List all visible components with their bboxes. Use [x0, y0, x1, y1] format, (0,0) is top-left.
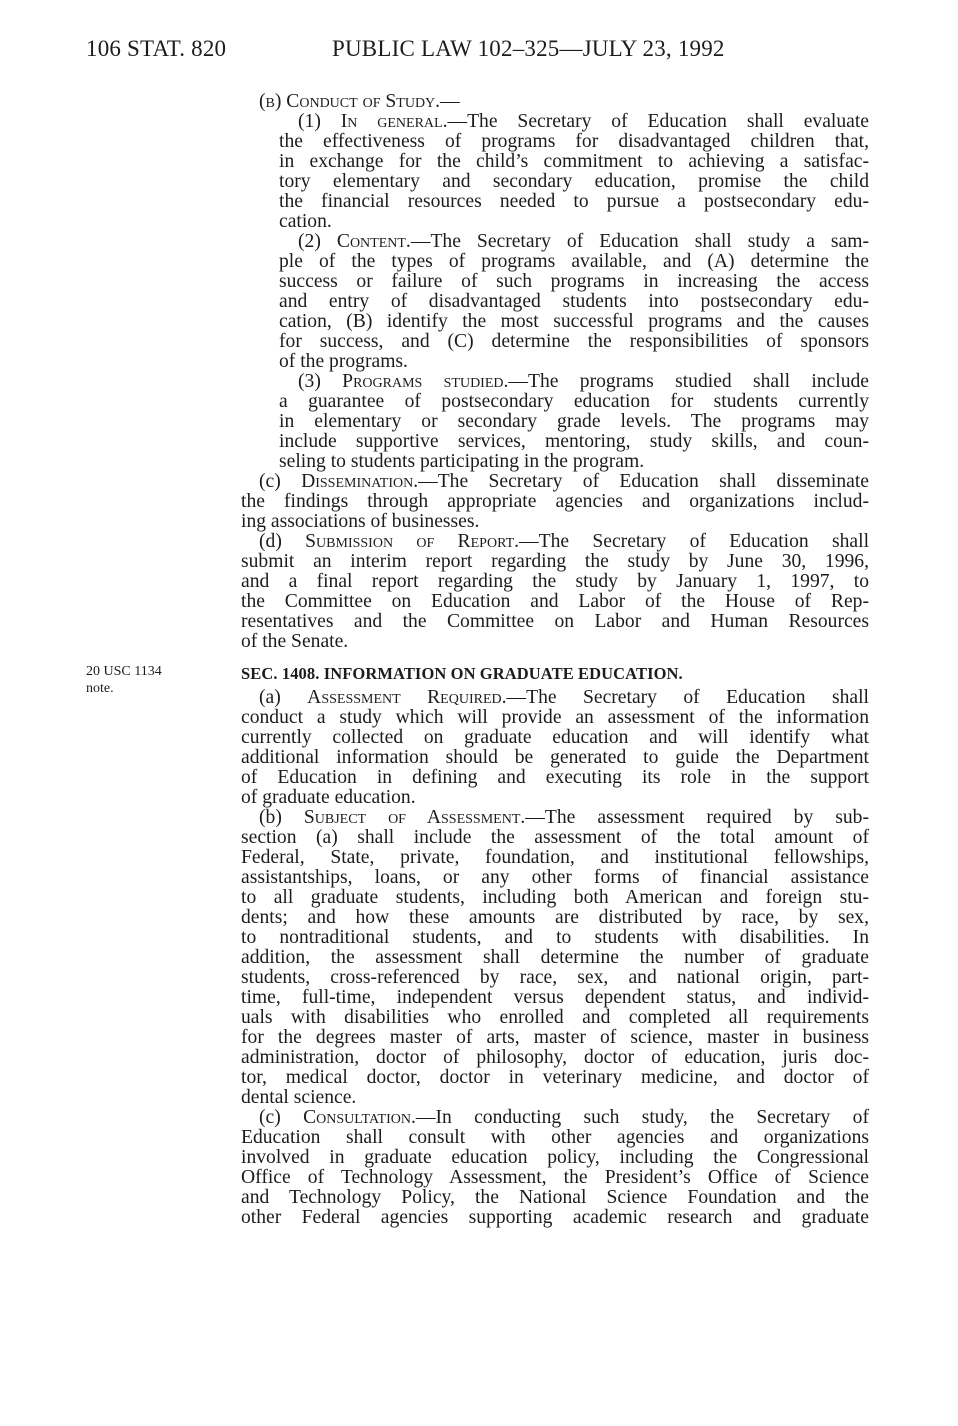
statute-body-text	[241, 0, 869, 1426]
margin-note-line: note.	[86, 681, 114, 696]
body-line: involved in graduate education policy, including the Congressional	[241, 1147, 869, 1168]
body-line: cation, (B) identify the most successful programs and the causes	[279, 311, 869, 332]
body-line: a guarantee of postsecondary education for students currently	[279, 391, 869, 412]
body-line: tor, medical doctor, doctor in veterinary medicine, and doctor of	[241, 1067, 869, 1088]
body-line: section (a) shall include the assessment of the total amount of	[241, 827, 869, 848]
body-line: addition, the assessment shall determine the number of graduate	[241, 947, 869, 968]
body-line: success or failure of such programs in increasing the access	[279, 271, 869, 292]
body-line: Federal, State, private, foundation, and institutional fellowships,	[241, 847, 869, 868]
running-title: PUBLIC LAW 102–325—JULY 23, 1992	[332, 36, 725, 61]
body-line: conduct a study which will provide an assessment of the information	[241, 707, 869, 728]
paragraph-3-heading-line: (3) Programs studied.—The programs studied shall include	[298, 371, 869, 392]
body-line: of the Senate.	[241, 631, 349, 652]
body-line: tory elementary and secondary education, promise the child	[279, 171, 869, 192]
body-line: dental science.	[241, 1087, 357, 1108]
body-line: in elementary or secondary grade levels. The programs may	[279, 411, 869, 432]
body-line: in exchange for the child’s commitment to achieving a satisfac-	[279, 151, 869, 172]
body-line: resentatives and the Committee on Labor and Human Resources	[241, 611, 869, 632]
section-1408-heading: SEC. 1408. INFORMATION ON GRADUATE EDUCATION.	[241, 664, 683, 683]
paragraph-2-heading-line: (2) Content.—The Secretary of Education shall study a sam-	[298, 231, 870, 252]
body-line: for success, and (C) determine the responsibilities of sponsors	[279, 331, 869, 352]
body-line: assistantships, loans, or any other forms of financial assistance	[241, 867, 869, 888]
body-line: students, cross-referenced by race, sex, and national origin, part-	[241, 967, 869, 988]
stat-page-reference: 106 STAT. 820	[86, 36, 227, 61]
body-line: to all graduate students, including both American and foreign stu-	[241, 887, 869, 908]
body-line: Education shall consult with other agencies and organizations	[241, 1127, 869, 1148]
body-line: and Technology Policy, the National Science Foundation and the	[241, 1187, 869, 1208]
subsection-heading-b: (b) Conduct of Study.—	[259, 91, 460, 112]
body-line: the effectiveness of programs for disadvantaged children that,	[279, 131, 869, 152]
subsection-heading-a: (a) Assessment Required.—The Secretary of Education shall	[259, 687, 869, 708]
body-line: cation.	[279, 211, 332, 232]
body-line: and entry of disadvantaged students into postsecondary edu-	[279, 291, 869, 312]
margin-citation-note	[86, 663, 162, 697]
body-line: and a final report regarding the study by January 1, 1997, to	[241, 571, 869, 592]
subsection-heading-c-consultation: (c) Consultation.—In conducting such study, the Secretary of	[259, 1107, 869, 1128]
body-line: currently collected on graduate education and will identify what	[241, 727, 869, 748]
body-line: ing associations of businesses.	[241, 511, 480, 532]
subsection-heading-d: (d) Submission of Report.—The Secretary of Education shall	[259, 531, 870, 552]
paragraph-1-heading-line: (1) In general.—The Secretary of Education shall evaluate	[298, 111, 869, 132]
body-line: for the degrees master of arts, master of science, master in business	[241, 1027, 869, 1048]
body-line: other Federal agencies supporting academic research and graduate	[241, 1207, 869, 1228]
body-line: uals with disabilities who enrolled and completed all requirements	[241, 1007, 869, 1028]
subsection-heading-c: (c) Dissemination.—The Secretary of Education shall disseminate	[259, 471, 869, 492]
body-line: dents; and how these amounts are distributed by race, by sex,	[241, 907, 869, 928]
body-line: seling to students participating in the program.	[279, 451, 645, 472]
body-line: submit an interim report regarding the study by June 30, 1996,	[241, 551, 869, 572]
body-line: time, full-time, independent versus dependent status, and individ-	[241, 987, 869, 1008]
body-line: of the programs.	[279, 351, 408, 372]
body-line: Office of Technology Assessment, the President’s Office of Science	[241, 1167, 869, 1188]
body-line: the findings through appropriate agencies and organizations includ-	[241, 491, 869, 512]
body-line: the financial resources needed to pursue a postsecondary edu-	[279, 191, 869, 212]
body-line: of Education in defining and executing its role in the support	[241, 767, 869, 788]
subsection-heading-b-assessment: (b) Subject of Assessment.—The assessment required by sub-	[259, 807, 869, 828]
margin-note-line: 20 USC 1134	[86, 664, 162, 679]
body-line: the Committee on Education and Labor of the House of Rep-	[241, 591, 869, 612]
body-line: ple of the types of programs available, and (A) determine the	[279, 251, 869, 272]
body-line: to nontraditional students, and to students with disabilities. In	[241, 927, 869, 948]
body-line: of graduate education.	[241, 787, 416, 808]
body-line: additional information should be generated to guide the Department	[241, 747, 869, 768]
body-line: administration, doctor of philosophy, doctor of education, juris doc-	[241, 1047, 869, 1068]
body-line: include supportive services, mentoring, study skills, and coun-	[279, 431, 869, 452]
